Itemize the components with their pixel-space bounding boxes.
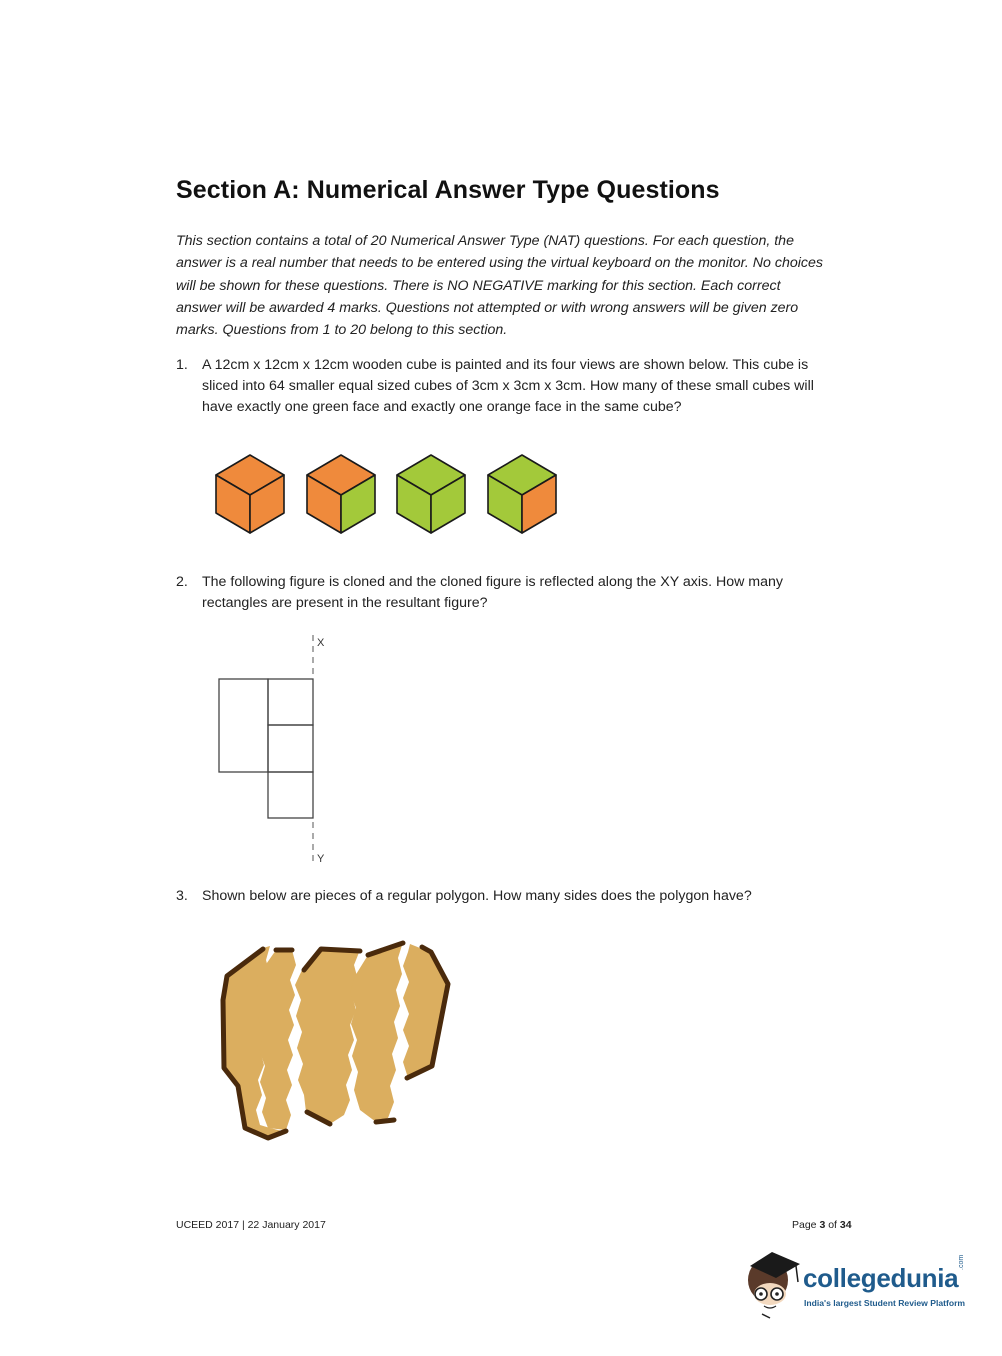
- axis-label-x: X: [317, 637, 325, 649]
- logo-domain-suffix: .com: [958, 1254, 965, 1270]
- logo-wordmark: collegedunia: [803, 1263, 959, 1293]
- question-3-number: 3.: [176, 888, 188, 904]
- question-2-text: The following figure is cloned and the cloned figure is reflected along the XY axis. How many rectangles are present in the resultant figure?: [202, 574, 783, 611]
- page-total: 34: [839, 1219, 852, 1231]
- page-separator: of: [825, 1219, 840, 1231]
- question-1-number: 1.: [176, 357, 188, 373]
- axis-label-y: Y: [317, 853, 325, 865]
- section-intro: This section contains a total of 20 Numerical Answer Type (NAT) questions. For each question, the answer is a real number that needs to be entered using the virtual keyboard on the monitor. No choices will be shown for these questions. There is NO NEGATIVE marking for this section. Each correct answer will be awarded 4 marks. Questions not attempted or with wrong answers will be given zero marks. Questions from 1 to 20 belong to this section.: [176, 233, 823, 339]
- question-2-number: 2.: [176, 574, 188, 590]
- question-3-text: Shown below are pieces of a regular polygon. How many sides does the polygon have?: [202, 888, 752, 904]
- page-current: 3: [819, 1219, 826, 1231]
- page-prefix: Page: [792, 1219, 820, 1231]
- footer-exam-info: UCEED 2017 | 22 January 2017: [176, 1219, 326, 1231]
- question-1-text: A 12cm x 12cm x 12cm wooden cube is painted and its four views are shown below. This cube is sliced into 64 smaller equal sized cubes of 3cm x 3cm x 3cm. How many of these small cubes will have exactly one green face and exactly one orange face in the same cube?: [202, 357, 814, 415]
- section-title: Section A: Numerical Answer Type Questions: [176, 176, 720, 204]
- logo-tagline: India's largest Student Review Platform: [804, 1298, 966, 1308]
